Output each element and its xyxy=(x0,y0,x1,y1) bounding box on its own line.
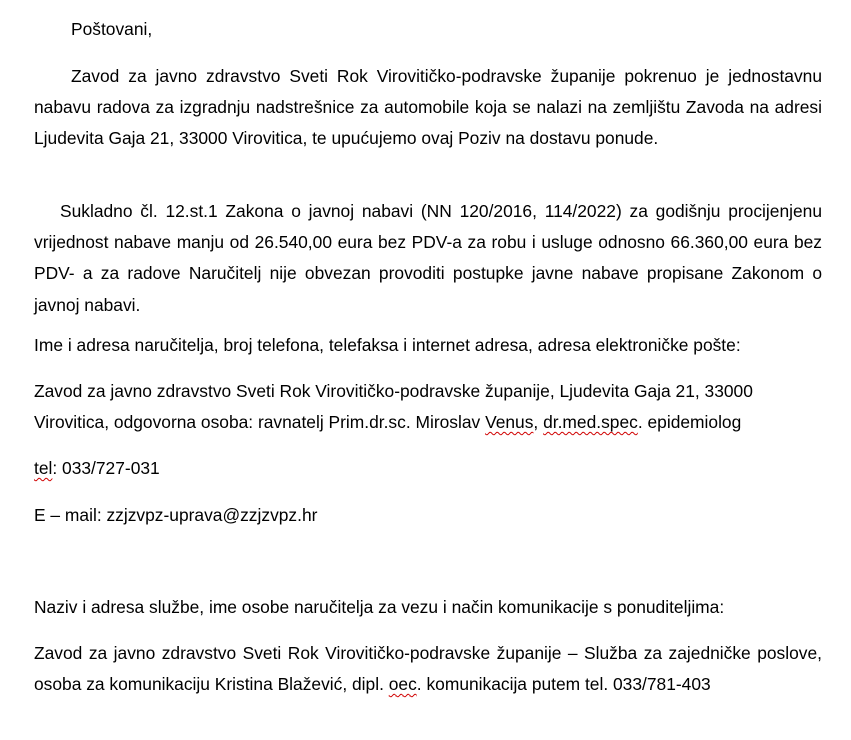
contracting-text-end: . epidemiolog xyxy=(637,412,742,433)
service-heading: Naziv i adresa službe, ime osobe naručitelja za vezu i način komunikacije s ponuditeljima: xyxy=(34,597,725,617)
phone-value: : 033/727-031 xyxy=(52,458,160,478)
phone-line xyxy=(34,453,160,484)
greeting: Poštovani, xyxy=(71,19,153,39)
contracting-separator: , xyxy=(533,412,544,433)
legal-paragraph: Sukladno čl. 12.st.1 Zakona o javnoj nabavi (NN 120/2016, 114/2022) za godišnju procijenjenu vrijednost nabave manju od 26.540,00 eura bez PDV-a za robu i usluge odnosno 66.360,00 eura bez PDV- a za radove Naručitelj nije obvezan provoditi postupke javne nabave propisane Zakonom o javnoj nabavi. xyxy=(34,201,822,315)
contracting-text: Zavod za javno zdravstvo Sveti Rok Virovitičko-podravske županije, Ljudevita Gaja 21, 33000 Virovitica, odgovorna osoba: ravnatelj Prim.dr.sc. Miroslav xyxy=(34,381,753,433)
intro-paragraph: Zavod za javno zdravstvo Sveti Rok Virovitičko-podravske županije pokrenuo je jednostavnu nabavu radova za izgradnju nadstrešnice za automobile koja se nalazi na zemljištu Zavoda na adresi Ljudevita Gaja 21, 33000 Virovitica, te upućujemo ovaj Poziv na dostavu ponude. xyxy=(34,66,822,149)
service-text-end: . komunikacija putem tel. 033/781-403 xyxy=(416,674,711,695)
service-text: Zavod za javno zdravstvo Sveti Rok Virovitičko-podravske županije – Služba za zajedničke poslove, osoba za komunikaciju Kristina Blažević, dipl. xyxy=(34,643,822,695)
contracting-details xyxy=(34,376,822,438)
degree-misspelled: oec xyxy=(388,674,417,695)
service-details xyxy=(34,638,822,700)
title-misspelled: dr.med.spec xyxy=(543,412,638,433)
phone-label: tel xyxy=(34,458,53,478)
surname-misspelled: Venus xyxy=(485,412,534,433)
email-line: E – mail: zzjzvpz-uprava@zzjzvpz.hr xyxy=(34,505,318,525)
contracting-heading: Ime i adresa naručitelja, broj telefona, telefaksa i internet adresa, adresa elektroničke pošte: xyxy=(34,335,741,355)
